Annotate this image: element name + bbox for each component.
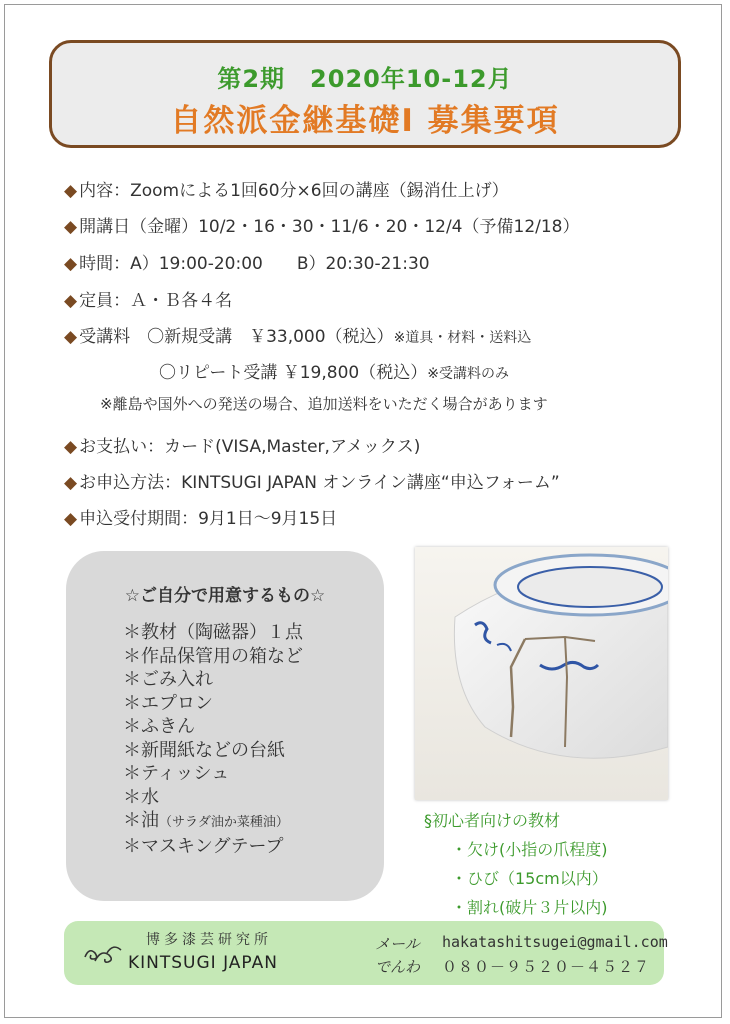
- lab-name: 博多漆芸研究所: [146, 932, 272, 948]
- detail-payment-text: お支払い：カード(VISA,Master,アメックス): [79, 437, 421, 457]
- detail-fee-new-note: ※道具・材料・送料込: [393, 330, 532, 346]
- mail-label: メール: [375, 935, 420, 953]
- detail-payment: [64, 432, 420, 457]
- detail-time-text: 時間：A）19:00-20:00 B）20:30-21:30: [79, 254, 430, 274]
- detail-period-text: 申込受付期間：9月1日～9月15日: [79, 509, 338, 529]
- detail-fee-text: 受講料 〇新規受講 ￥33,000（税込）: [79, 327, 394, 347]
- supply-item: ＊水: [123, 786, 159, 808]
- supply-item: ＊教材（陶磁器）１点: [123, 622, 303, 643]
- detail-time: [64, 249, 430, 274]
- detail-apply: [64, 468, 560, 493]
- mail-link[interactable]: hakatashitsugei@gmail.com: [442, 933, 668, 951]
- detail-fee-repeat: [159, 358, 509, 383]
- diamond-icon: ◆: [64, 473, 78, 493]
- wave-logo-icon: [81, 939, 125, 967]
- contact-footer: [64, 921, 668, 985]
- supply-item: ＊ごみ入れ: [123, 669, 213, 690]
- detail-content-text: 内容：Zoomによる1回60分×6回の講座（錫消仕上げ）: [79, 181, 509, 201]
- beginner-item: ・欠け(小指の爪程度): [451, 840, 608, 859]
- course-title: 自然派金継基礎Ⅰ 募集要項: [170, 103, 560, 139]
- repaired-bowl-photo: [415, 547, 668, 800]
- shipping-note: ※離島や国外への発送の場合、追加送料をいただく場合があります: [100, 395, 548, 413]
- diamond-icon: ◆: [64, 217, 78, 237]
- beginner-materials: [424, 808, 608, 918]
- detail-apply-text: お申込方法：KINTSUGI JAPAN オンライン講座“申込フォーム”: [79, 473, 560, 493]
- supply-item-oil-label: ＊油: [123, 810, 159, 831]
- diamond-icon: ◆: [64, 437, 78, 457]
- diamond-icon: ◆: [64, 254, 78, 274]
- supplies-title: ☆ご自分で用意するもの☆: [124, 586, 326, 606]
- detail-period: [64, 504, 337, 529]
- diamond-icon: ◆: [64, 181, 78, 201]
- diamond-icon: ◆: [64, 291, 78, 311]
- detail-capacity-text: 定員：Ａ・Ｂ各４名: [79, 291, 233, 311]
- phone-label: でんわ: [375, 958, 421, 976]
- detail-fee-repeat-note: ※受講料のみ: [427, 366, 509, 382]
- supply-item: ＊エプロン: [123, 692, 213, 714]
- title-banner: [49, 40, 681, 148]
- beginner-item: ・ひび（15cm以内）: [451, 869, 608, 888]
- diamond-icon: ◆: [64, 509, 78, 529]
- supply-item: ＊マスキングテープ: [123, 835, 284, 857]
- detail-dates: [64, 212, 580, 237]
- supplies-list: [123, 621, 303, 858]
- term-heading: 第2期 2020年10-12月: [217, 65, 513, 93]
- brand-name: KINTSUGI JAPAN: [128, 953, 278, 973]
- supplies-panel: [66, 551, 384, 901]
- detail-fee-repeat-text: 〇リピート受講 ￥19,800（税込）: [159, 363, 428, 383]
- supply-item-oil-aside: （サラダ油か菜種油）: [159, 815, 289, 830]
- supply-item: ＊作品保管用の箱など: [123, 645, 303, 667]
- beginner-item: ・割れ(破片３片以内): [451, 898, 608, 917]
- detail-capacity: [64, 286, 232, 311]
- bowl-illustration: [415, 547, 668, 800]
- supply-item-oil: [123, 809, 303, 835]
- beginner-title: §初心者向けの教材: [424, 811, 561, 830]
- detail-fee: [64, 322, 531, 347]
- supply-item: ＊ティッシュ: [123, 763, 230, 784]
- detail-dates-text: 開講日（金曜）10/2・16・30・11/6・20・12/4（予備12/18）: [79, 217, 580, 237]
- phone-number: ０８０－９５２０－４５２７: [442, 958, 651, 976]
- diamond-icon: ◆: [64, 327, 78, 347]
- supply-item: ＊新聞紙などの台紙: [123, 739, 285, 761]
- supply-item: ＊ふきん: [123, 716, 195, 737]
- detail-content: [64, 176, 509, 201]
